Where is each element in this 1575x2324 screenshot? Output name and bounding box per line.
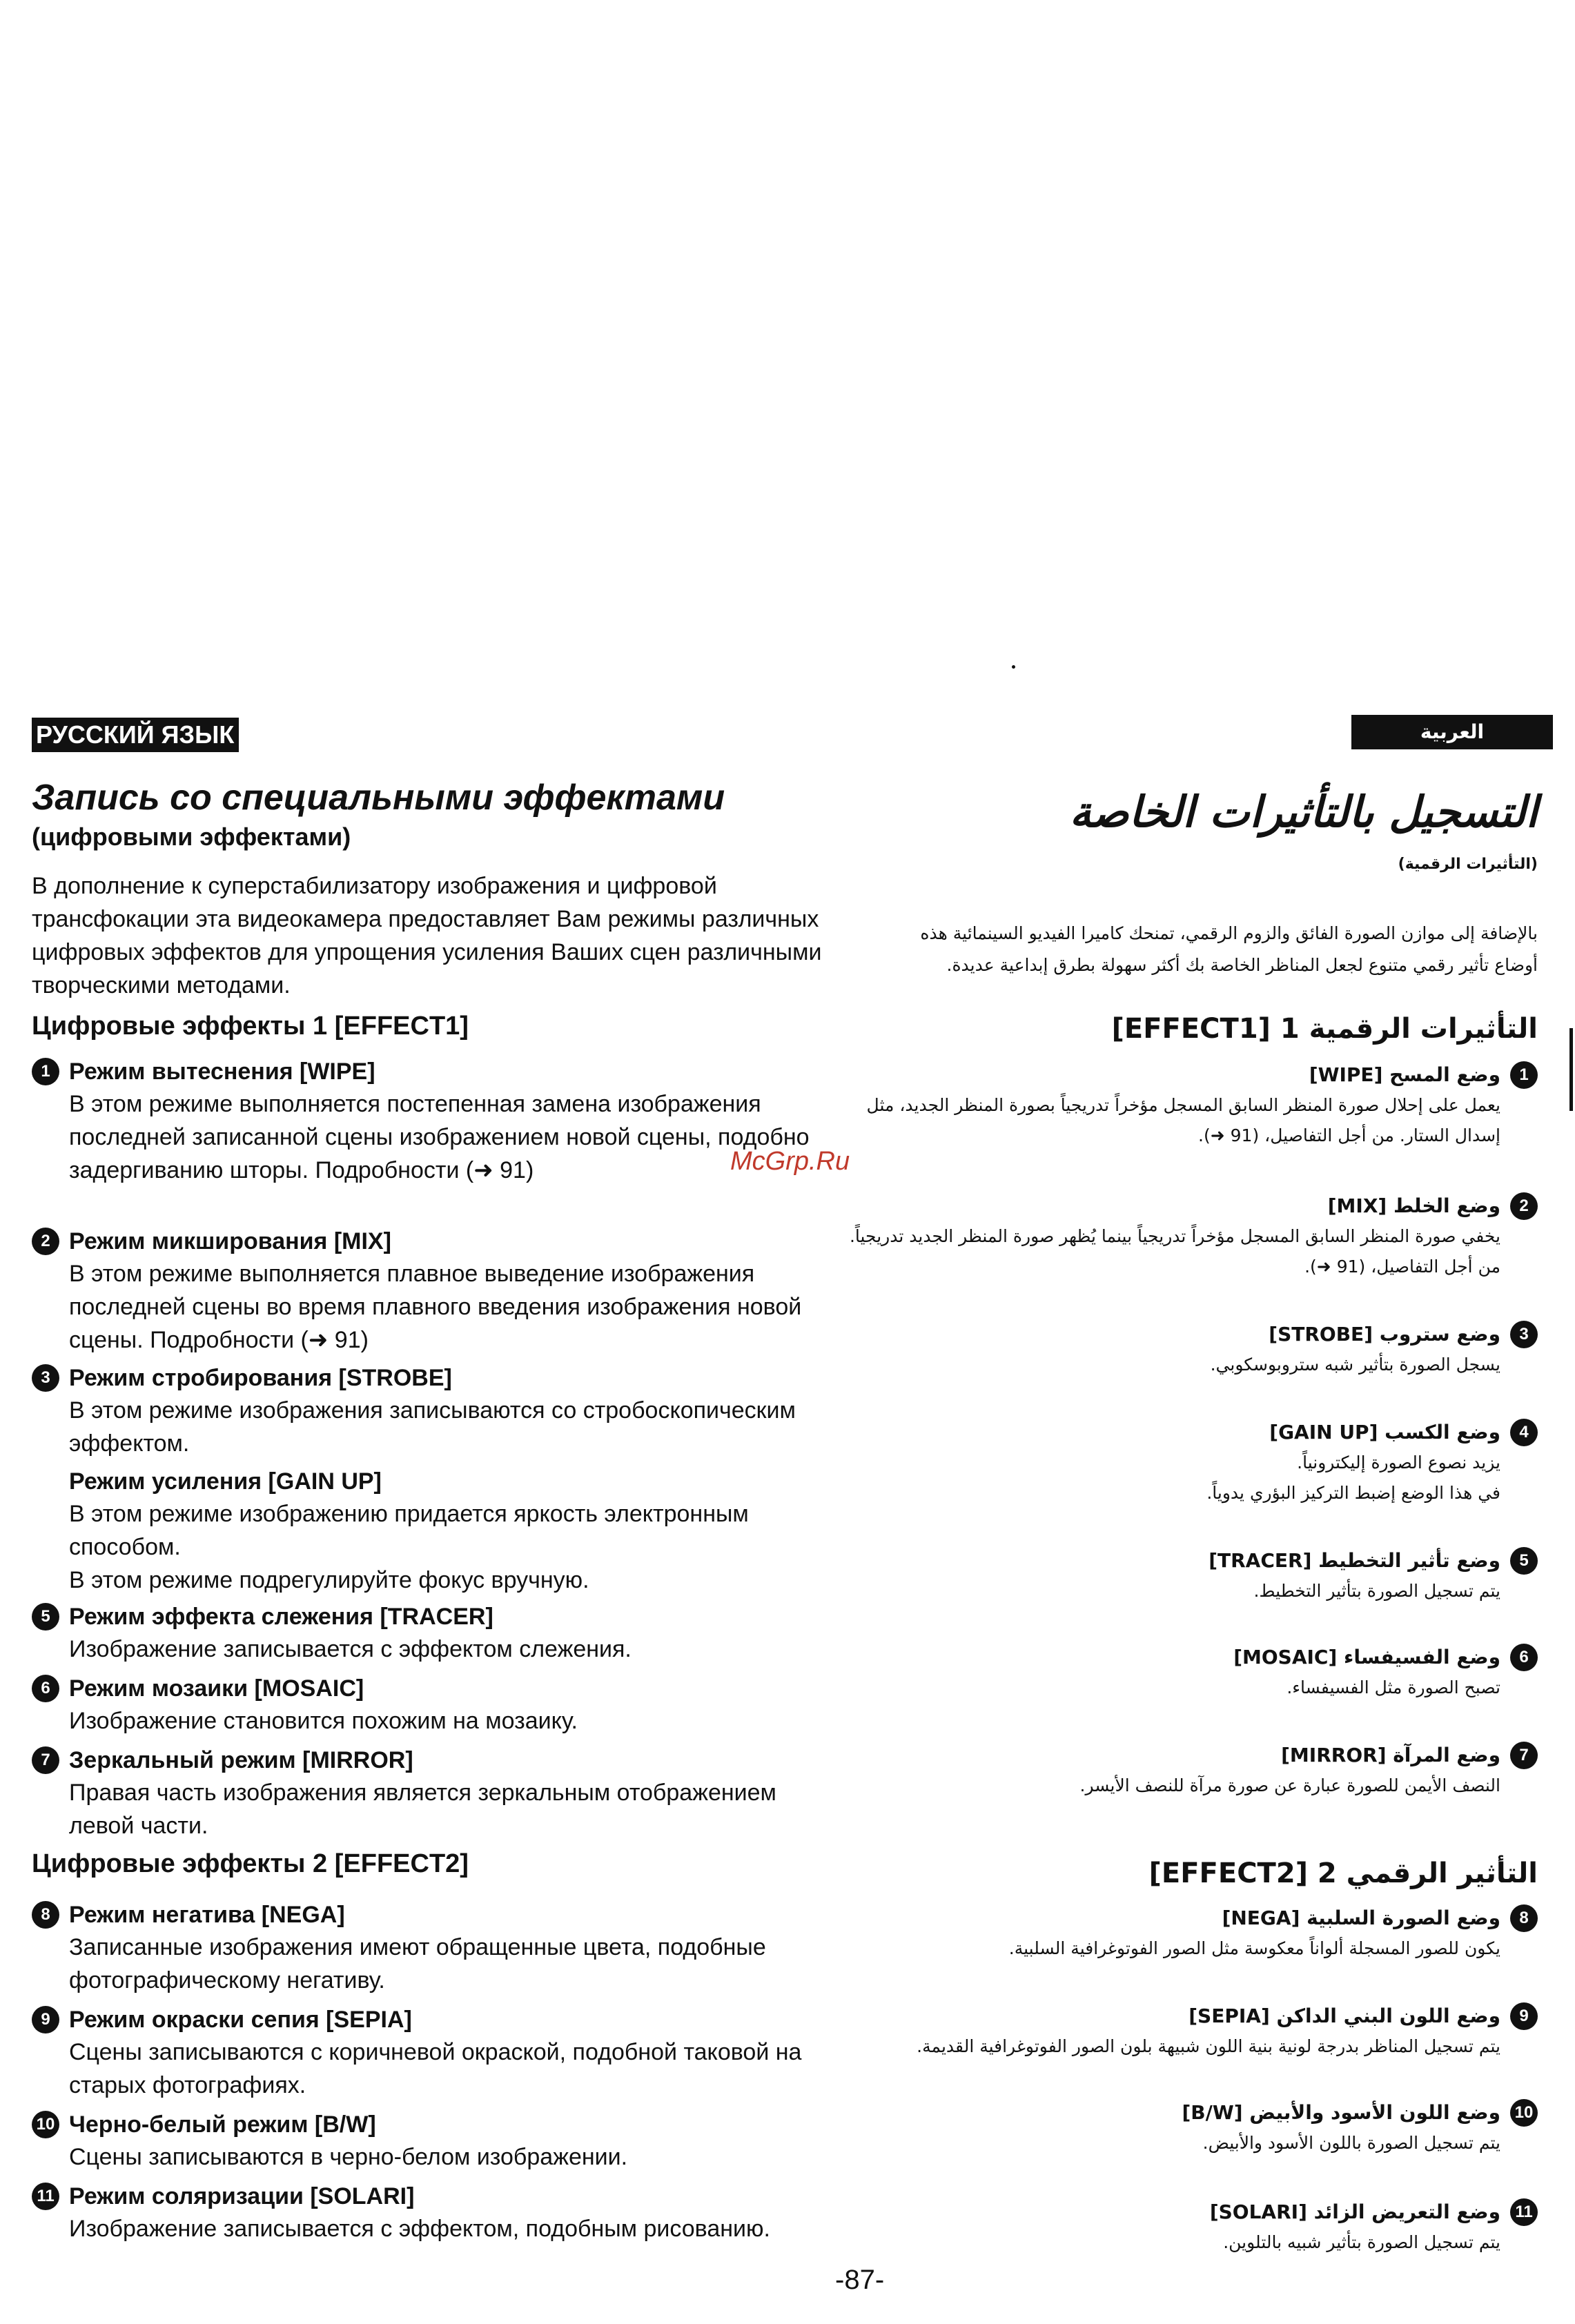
effect-description: يكون للصور المسجلة ألواناً معكوسة مثل الصور الفوتوغرافية السلبية. [1008,1938,1500,1958]
effect-description: يزيد نصوع الصورة إليكترونياً. [1297,1452,1500,1473]
effect-item-nega-ar [848,1903,1538,1964]
effect-title: Режим эффекта слежения [TRACER] [69,1604,493,1630]
number-badge-10: 10 [1510,2099,1538,2127]
effect-title: وضع اللون البني الداكن [SEPIA] [1188,2005,1500,2027]
effect-description: يعمل على إحلال صورة المنظر السابق المسجل مؤخراً تدريجياً بصورة المنظر الجديد، مثل إسدال الستار. من أجل التفاصيل، (91 ➜). [866,1095,1500,1145]
effect-item-tracer-ru [32,1601,832,1666]
effect-title: وضع ستروب [STROBE] [1269,1323,1500,1346]
effect-description: Сцены записываются с коричневой окраской, подобной таковой на старых фотографиях. [69,2039,802,2098]
number-badge-4: 4 [1510,1419,1538,1446]
effect-note: В этом режиме подрегулируйте фокус вручную. [69,1567,589,1593]
margin-bar [1569,1028,1573,1111]
effect-title: وضع اللون الأسود والأبيض [B/W] [1182,2101,1500,2124]
section-heading-effect2-ru: Цифровые эффекты 2 [EFFECT2] [32,1849,469,1878]
number-badge-5: 5 [32,1603,59,1631]
page-number: -87- [835,2265,885,2295]
effect-item-mosaic-ru [32,1673,832,1737]
effect-description: يتم تسجيل الصورة بتأثير التخطيط. [1253,1581,1500,1601]
number-badge-8: 8 [32,1901,59,1929]
number-badge-11: 11 [32,2183,59,2210]
section-heading-effect1-ar: التأثيرات الرقمية 1 [EFFECT1] [1111,1013,1538,1045]
effect-description: يتم تسجيل المناظر بدرجة لونية بنية اللون شبيهة بلون الصور الفوتوغرافية القديمة. [917,2036,1500,2056]
effect-title: Режим стробирования [STROBE] [69,1365,452,1391]
effect-title: Режим вытеснения [WIPE] [69,1058,375,1085]
number-badge-7: 7 [32,1746,59,1774]
effect-item-bw-ru [32,2109,832,2174]
effect-title: وضع الصورة السلبية [NEGA] [1222,1907,1500,1929]
number-badge-3: 3 [32,1364,59,1392]
language-tab-russian: РУССКИЙ ЯЗЫК [32,718,239,752]
number-badge-3: 3 [1510,1321,1538,1348]
effect-description: تصبح الصورة مثل الفسيفساء. [1287,1677,1500,1697]
effect-item-mix-ru [32,1225,832,1357]
effect-title: وضع المرآة [MIRROR] [1281,1744,1500,1766]
effect-item-mix-ar [848,1191,1538,1282]
effect-item-mosaic-ar [848,1642,1538,1703]
effect-item-solari-ru [32,2180,832,2245]
effect-title: Режим окраски сепия [SEPIA] [69,2007,412,2033]
number-badge-6: 6 [32,1675,59,1702]
effect-item-sepia-ar [848,2001,1538,2062]
number-badge-6: 6 [1510,1644,1538,1671]
effect-title: وضع الخلط [MIX] [1327,1194,1500,1217]
effect-description: Изображение становится похожим на мозаику. [69,1708,578,1734]
number-badge-5: 5 [1510,1547,1538,1575]
number-badge-8: 8 [1510,1904,1538,1932]
effect-description: يتم تسجيل الصورة باللون الأسود والأبيض. [1202,2133,1500,2153]
page-subtitle-ar: (التأثيرات الرقمية) [1398,856,1538,873]
effect-item-sepia-ru [32,2004,832,2102]
effect-description: Записанные изображения имеют обращенные цвета, подобные фотографическому негативу. [69,1934,766,1993]
page-title-ru: Запись со специальными эффектами [32,778,725,818]
intro-paragraph-ru: В дополнение к суперстабилизатору изображения и цифровой трансфокации эта видеокамера предоставляет Вам режимы различных цифровых эффектов для упрощения усиления Ваших сцен различными творческими методами. [32,873,822,998]
effect-description: Изображение записывается с эффектом слежения. [69,1636,632,1662]
page-subtitle-ru: (цифровыми эффектами) [32,823,351,851]
effect-item-strobe-ru [32,1362,832,1460]
effect-title: Режим усиления [GAIN UP] [69,1468,382,1495]
effect-description: النصف الأيمن للصورة عبارة عن صورة مرآة للنصف الأيسر. [1079,1775,1500,1795]
number-badge-11: 11 [1510,2198,1538,2226]
effect-item-mirror-ru [32,1744,832,1842]
effect-title: Зеркальный режим [MIRROR] [69,1747,413,1773]
effect-title: Режим негатива [NEGA] [69,1902,345,1928]
effect-title: Черно-белый режим [B/W] [69,2111,376,2138]
number-badge-1: 1 [32,1058,59,1085]
number-badge-2: 2 [32,1228,59,1255]
effect-description: В этом режиме изображения записываются со стробоскопическим эффектом. [69,1397,796,1457]
effect-title: Режим мозаики [MOSAIC] [69,1675,364,1702]
effect-item-wipe-ru [32,1056,832,1187]
effect-item-mirror-ar [848,1740,1538,1801]
effect-item-bw-ar [848,2098,1538,2158]
effect-title: وضع الفسيفساء [MOSAIC] [1233,1646,1500,1668]
effect-description: يسجل الصورة بتأثير شبه ستروبوسكوبي. [1210,1355,1500,1375]
effect-description: يخفي صورة المنظر السابق المسجل مؤخراً تدريجياً بينما يُظهر صورة المنظر الجديد تدريجياً. من أجل التفاصيل، (91 ➜). [849,1226,1500,1277]
effect-title: وضع الكسب [GAIN UP] [1269,1421,1500,1444]
number-badge-10: 10 [32,2111,59,2138]
effect-description: Правая часть изображения является зеркальным отображением левой части. [69,1780,776,1839]
number-badge-2: 2 [1510,1192,1538,1220]
effect-item-gainup-ar [848,1417,1538,1508]
number-badge-7: 7 [1510,1742,1538,1769]
effect-item-nega-ru [32,1899,832,1997]
effect-item-wipe-ar [848,1060,1538,1151]
effect-description: В этом режиме изображению придается яркость электронным способом. [69,1501,749,1560]
section-heading-effect1-ru: Цифровые эффекты 1 [EFFECT1] [32,1012,469,1041]
number-badge-9: 9 [1510,2002,1538,2030]
language-tab-arabic: العربية [1351,715,1553,749]
effect-title: وضع المسح [WIPE] [1309,1063,1500,1086]
effect-description: В этом режиме выполняется плавное выведение изображения последней сцены во время плавного введения изображения новой сцены. Подробности (➜ 91) [69,1261,802,1353]
effect-description: В этом режиме выполняется постепенная замена изображения последней записанной сцены изображением новой сцены, подобно задергиванию шторы. Подробности (➜ 91) [69,1091,810,1183]
effect-title: وضع التعريض الزائد [SOLARI] [1209,2200,1500,2223]
effect-description: يتم تسجيل الصورة بتأثير شبيه بالتلوين. [1223,2232,1500,2252]
effect-item-strobe-ar [848,1319,1538,1380]
effect-note: في هذا الوضع إضبط التركيز البؤري يدوياً. [1206,1483,1500,1503]
effect-item-gainup-ru [32,1466,832,1597]
number-badge-9: 9 [32,2006,59,2034]
effect-description: Изображение записывается с эффектом, подобным рисованию. [69,2216,770,2242]
page-title-ar: التسجيل بالتأثيرات الخاصة [1069,787,1538,837]
section-heading-effect2-ar: التأثير الرقمي 2 [EFFECT2] [1148,1858,1538,1889]
watermark: McGrp.Ru [730,1147,850,1176]
intro-paragraph-ar: بالإضافة إلى موازن الصورة الفائق والزوم الرقمي، تمنحك كاميرا الفيديو السينمائية هذه أوضاع تأثير رقمي متنوع لجعل المناظر الخاصة بك أكثر سهولة بطرق إبداعية عديدة. [920,923,1538,975]
effect-title: Режим соляризации [SOLARI] [69,2183,415,2209]
speck [1012,665,1015,669]
number-badge-1: 1 [1510,1061,1538,1089]
effect-title: وضع تأثير التخطيط [TRACER] [1209,1549,1500,1572]
effect-title: Режим микширования [MIX] [69,1228,391,1254]
effect-item-tracer-ar [848,1546,1538,1606]
effect-item-solari-ar [848,2197,1538,2258]
effect-description: Сцены записываются в черно-белом изображении. [69,2144,628,2170]
